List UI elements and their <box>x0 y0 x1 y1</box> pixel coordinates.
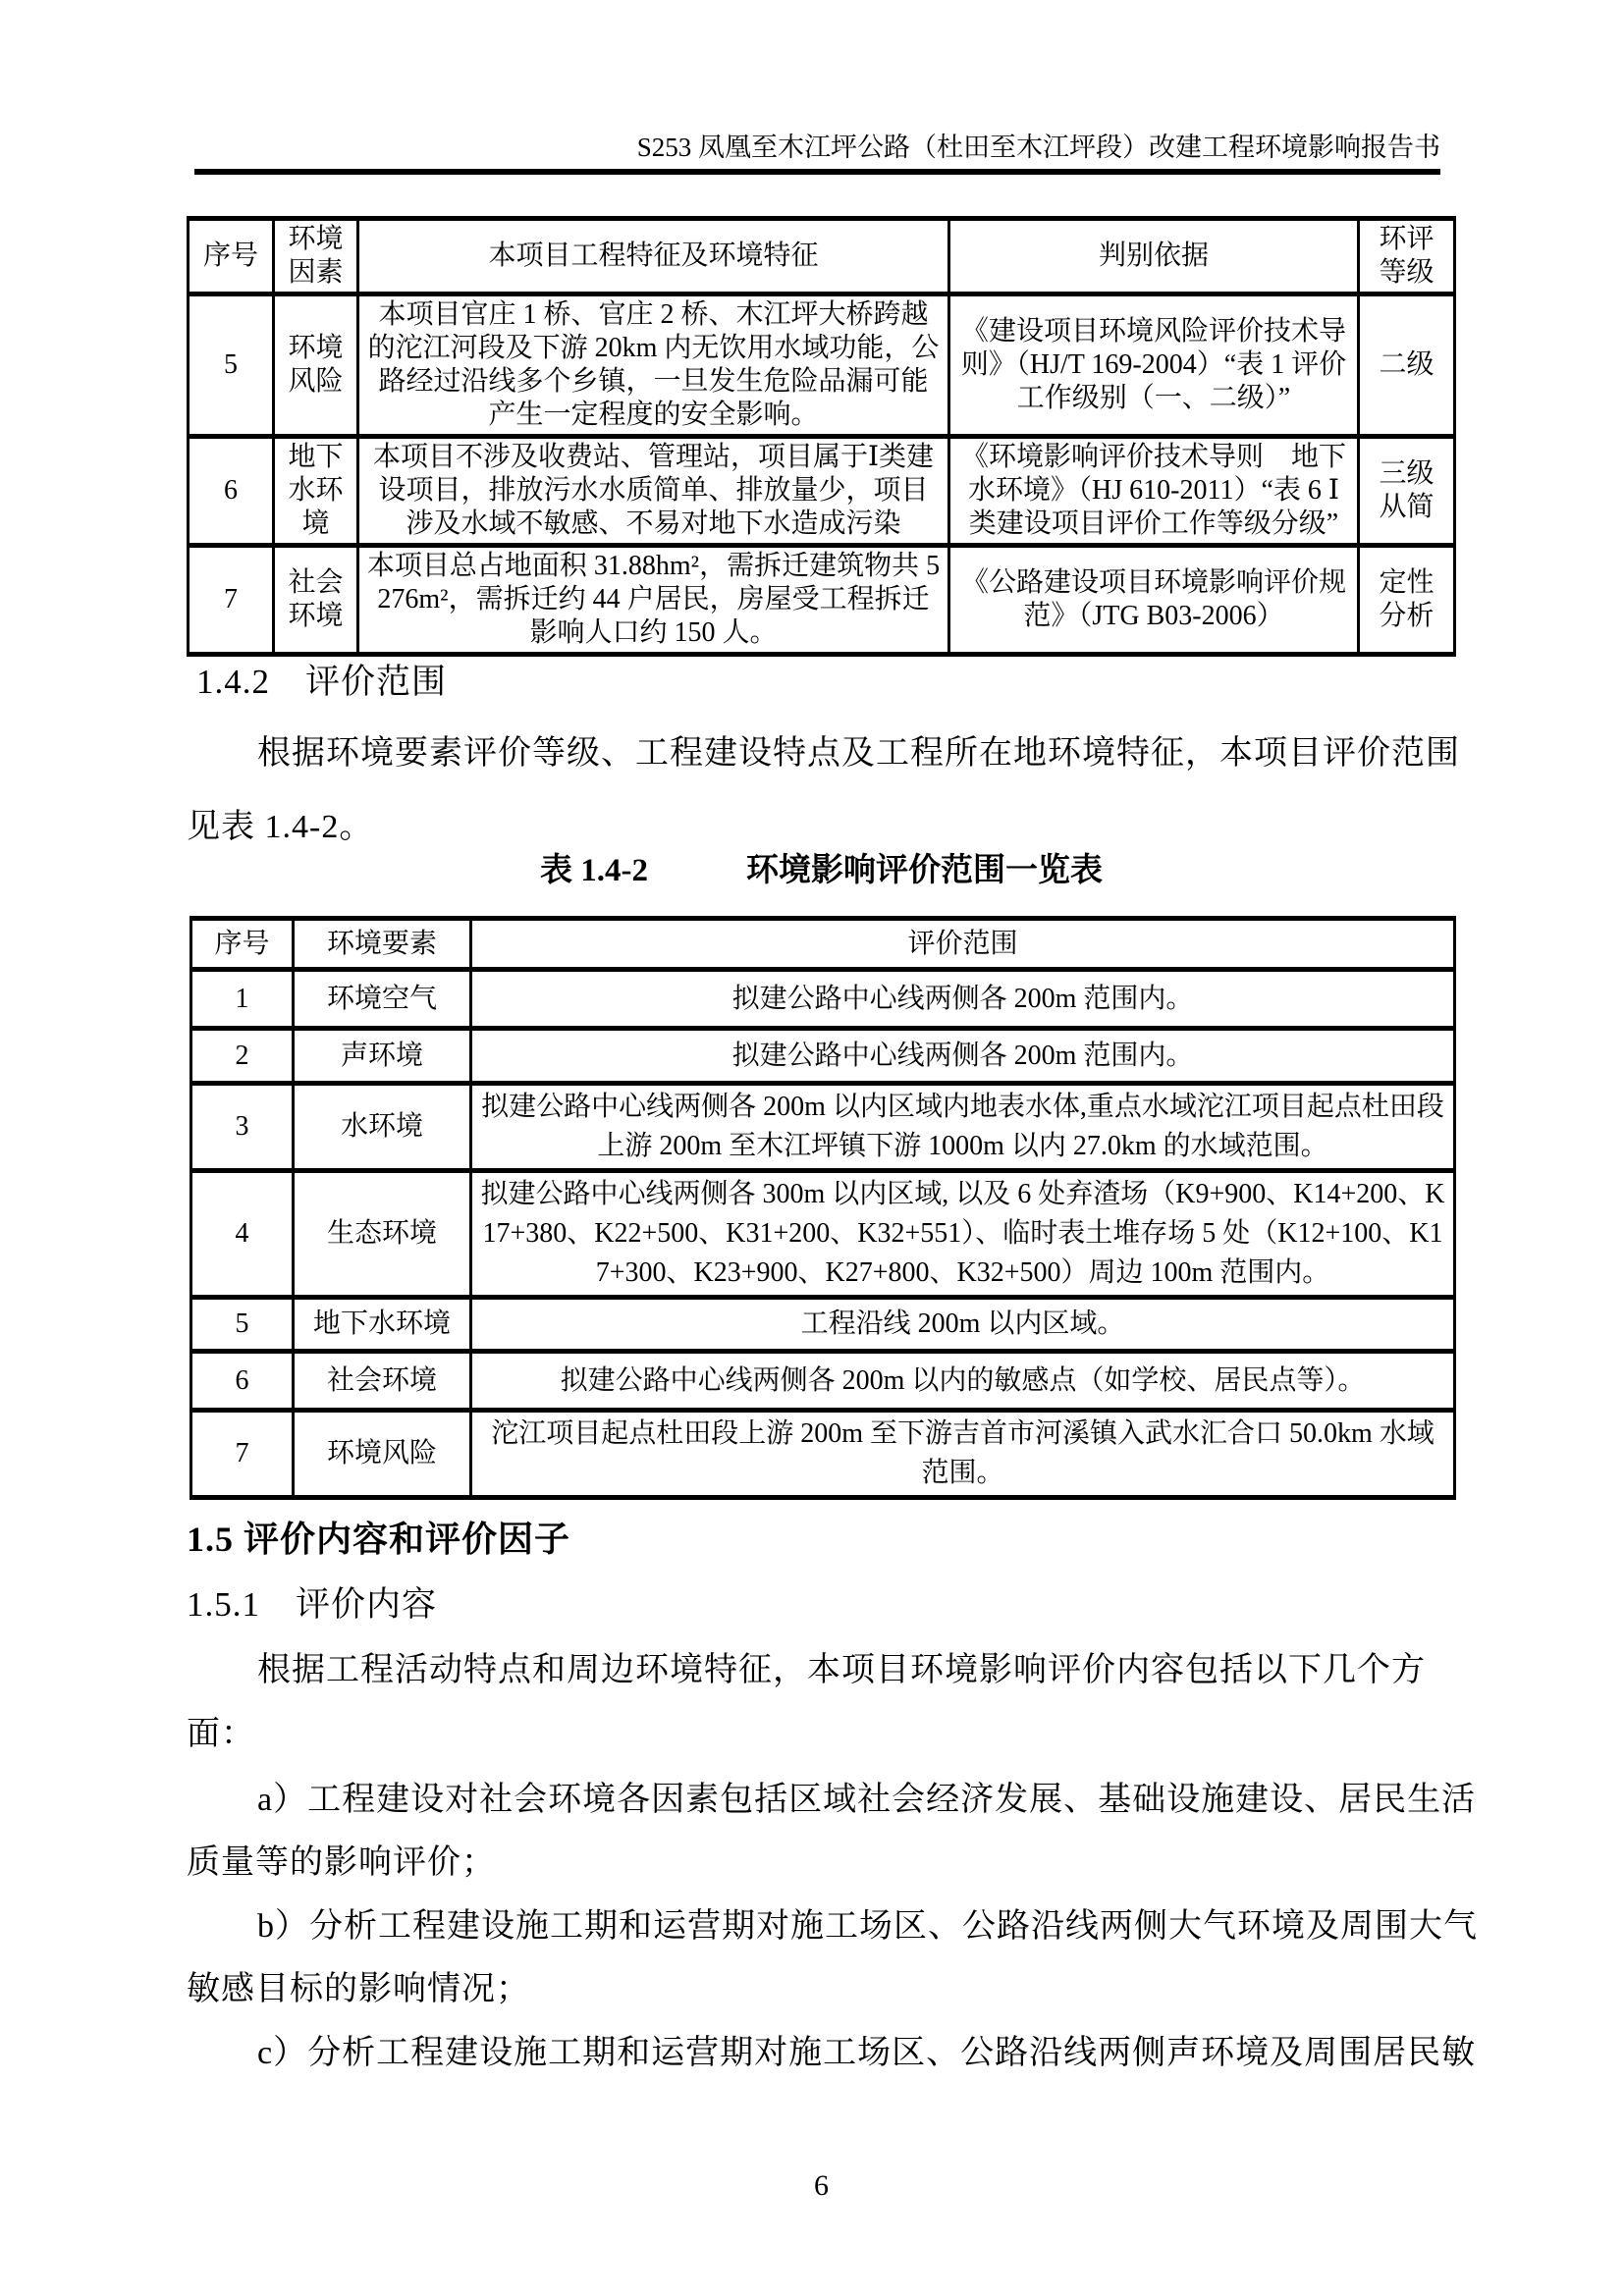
cell-basis: 《公路建设项目环境影响评价规范》（JTG B03-2006） <box>949 546 1359 655</box>
col-header-level: 环评等级 <box>1359 219 1455 294</box>
cell-seq: 4 <box>191 1171 294 1298</box>
col-header-feature: 本项目工程特征及环境特征 <box>358 219 949 294</box>
col-header-basis: 判别依据 <box>949 219 1359 294</box>
cell-seq: 2 <box>191 1029 294 1084</box>
section-1-5-heading: 1.5 评价内容和评价因子 <box>187 1520 571 1559</box>
cell-seq: 7 <box>189 546 274 655</box>
cell-scope: 拟建公路中心线两侧各 200m 范围内。 <box>471 970 1455 1029</box>
table-row <box>191 1171 1455 1298</box>
cell-seq: 5 <box>191 1298 294 1352</box>
table-caption-title: 环境影响评价范围一览表 <box>746 853 1103 888</box>
assessment-scope-table <box>189 916 1456 1500</box>
item-a-line-1: a）工程建设对社会环境各因素包括区域社会经济发展、基础设施建设、居民生活 <box>257 1782 1477 1818</box>
assessment-level-table <box>187 216 1456 657</box>
section-1-5-intro-line-2: 面： <box>187 1716 255 1752</box>
cell-element: 生态环境 <box>294 1171 471 1298</box>
cell-scope: 工程沿线 200m 以内区域。 <box>471 1298 1455 1352</box>
cell-scope: 拟建公路中心线两侧各 200m 以内的敏感点（如学校、居民点等）。 <box>471 1352 1455 1411</box>
cell-factor: 环境风险 <box>274 294 358 437</box>
cell-seq: 7 <box>191 1411 294 1498</box>
cell-scope: 沱江项目起点杜田段上游 200m 至下游吉首市河溪镇入武水汇合口 50.0km 水域范围。 <box>471 1411 1455 1498</box>
table-row <box>189 546 1455 655</box>
section-1-4-2-heading: 1.4.2 评价范围 <box>196 663 448 701</box>
table-caption-label: 表 1.4-2 <box>540 853 648 888</box>
table-row <box>189 294 1455 437</box>
cell-scope: 拟建公路中心线两侧各 300m 以内区域, 以及 6 处弃渣场（K9+900、K14+200、K17+380、K22+500、K31+200、K32+551）、临时表土堆存场 5 处（K12+100、K17+300、K23+900、K27+800、K32+500）周边 100m 范围内。 <box>471 1171 1455 1298</box>
cell-feature: 本项目不涉及收费站、管理站，项目属于Ⅰ类建设项目，排放污水水质简单、排放量少，项目涉及水域不敏感、不易对地下水造成污染 <box>358 437 949 546</box>
cell-seq: 6 <box>191 1352 294 1411</box>
table-row <box>191 1029 1455 1084</box>
cell-element: 社会环境 <box>294 1352 471 1411</box>
section-1-4-2-paragraph-line-1: 根据环境要素评价等级、工程建设特点及工程所在地环境特征，本项目评价范围 <box>257 735 1460 772</box>
table-row <box>191 970 1455 1029</box>
header-rule <box>194 169 1440 175</box>
table-row <box>191 1084 1455 1171</box>
table-row <box>191 1298 1455 1352</box>
page-number: 6 <box>814 2169 829 2202</box>
cell-element: 环境空气 <box>294 970 471 1029</box>
cell-seq: 6 <box>189 437 274 546</box>
section-1-4-2-paragraph-line-2: 见表 1.4-2。 <box>187 809 374 845</box>
item-c-line-1: c）分析工程建设施工期和运营期对施工场区、公路沿线两侧声环境及周围居民敏 <box>257 2035 1477 2071</box>
cell-level: 二级 <box>1359 294 1455 437</box>
cell-basis: 《环境影响评价技术导则 地下水环境》（HJ 610-2011）“表 6 Ⅰ类建设项目评价工作等级分级” <box>949 437 1359 546</box>
cell-seq: 5 <box>189 294 274 437</box>
table-header-row <box>189 219 1455 294</box>
cell-element: 地下水环境 <box>294 1298 471 1352</box>
cell-element: 环境风险 <box>294 1411 471 1498</box>
item-b-line-2: 敏感目标的影响情况； <box>187 1971 530 2007</box>
cell-scope: 拟建公路中心线两侧各 200m 以内区域内地表水体,重点水域沱江项目起点杜田段上游 200m 至木江坪镇下游 1000m 以内 27.0km 的水域范围。 <box>471 1084 1455 1171</box>
col-header-seq: 序号 <box>189 219 274 294</box>
table-row <box>191 1352 1455 1411</box>
table-header-row <box>191 919 1455 970</box>
cell-element: 声环境 <box>294 1029 471 1084</box>
cell-seq: 1 <box>191 970 294 1029</box>
cell-factor: 社会环境 <box>274 546 358 655</box>
section-1-5-1-heading: 1.5.1 评价内容 <box>187 1585 438 1624</box>
table-1-4-2-caption <box>187 850 1456 891</box>
running-header-title: S253 凤凰至木江坪公路（杜田至木江坪段）改建工程环境影响报告书 <box>636 133 1440 162</box>
cell-level: 三级从简 <box>1359 437 1455 546</box>
cell-feature: 本项目官庄 1 桥、官庄 2 桥、木江坪大桥跨越的沱江河段及下游 20km 内无饮用水域功能，公路经过沿线多个乡镇，一旦发生危险品漏可能产生一定程度的安全影响。 <box>358 294 949 437</box>
section-1-5-intro-line-1: 根据工程活动特点和周边环境特征，本项目环境影响评价内容包括以下几个方 <box>257 1652 1426 1688</box>
cell-feature: 本项目总占地面积 31.88hm²，需拆迁建筑物共 5276m²，需拆迁约 44 户居民，房屋受工程拆迁影响人口约 150 人。 <box>358 546 949 655</box>
item-b-line-1: b）分析工程建设施工期和运营期对施工场区、公路沿线两侧大气环境及周围大气 <box>257 1908 1478 1945</box>
col-header-factor: 环境因素 <box>274 219 358 294</box>
cell-factor: 地下水环境 <box>274 437 358 546</box>
cell-scope: 拟建公路中心线两侧各 200m 范围内。 <box>471 1029 1455 1084</box>
item-a-line-2: 质量等的影响评价； <box>187 1844 496 1881</box>
cell-element: 水环境 <box>294 1084 471 1171</box>
cell-level: 定性分析 <box>1359 546 1455 655</box>
col-header-seq: 序号 <box>191 919 294 970</box>
col-header-element: 环境要素 <box>294 919 471 970</box>
table-row <box>189 437 1455 546</box>
col-header-scope: 评价范围 <box>471 919 1455 970</box>
table-row <box>191 1411 1455 1498</box>
cell-basis: 《建设项目环境风险评价技术导则》（HJ/T 169-2004）“表 1 评价工作级别（一、二级）” <box>949 294 1359 437</box>
cell-seq: 3 <box>191 1084 294 1171</box>
